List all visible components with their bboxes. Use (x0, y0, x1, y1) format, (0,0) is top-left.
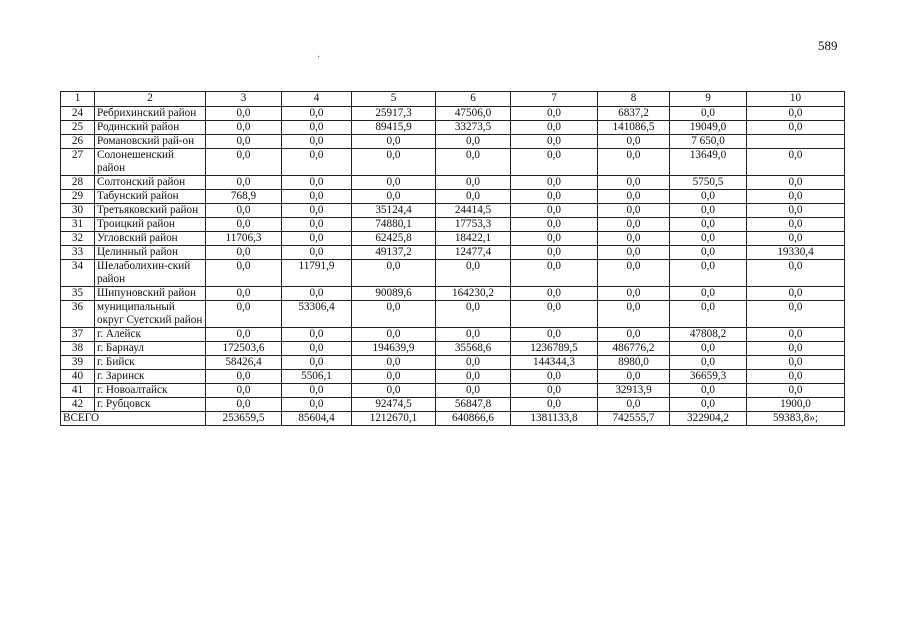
district-name: г. Барнаул (95, 342, 206, 356)
value-cell: 0,0 (352, 176, 436, 190)
value-cell: 0,0 (206, 121, 282, 135)
district-name: Солонешенский район (95, 149, 206, 176)
value-cell: 11791,9 (282, 260, 352, 287)
value-cell: 0,0 (598, 328, 670, 342)
value-cell: 0,0 (436, 149, 511, 176)
district-name: Табунский район (95, 190, 206, 204)
value-cell: 0,0 (206, 176, 282, 190)
value-cell: 89415,9 (352, 121, 436, 135)
value-cell: 0,0 (670, 287, 747, 301)
value-cell: 47506,0 (436, 107, 511, 121)
value-cell: 0,0 (352, 260, 436, 287)
value-cell: 0,0 (436, 301, 511, 328)
value-cell: 1236789,5 (511, 342, 598, 356)
row-number: 37 (61, 328, 95, 342)
header-cell: 3 (206, 92, 282, 107)
value-cell: 0,0 (206, 204, 282, 218)
value-cell: 0,0 (598, 204, 670, 218)
value-cell: 194639,9 (352, 342, 436, 356)
value-cell: 164230,2 (436, 287, 511, 301)
value-cell: 0,0 (511, 398, 598, 412)
value-cell: 0,0 (206, 370, 282, 384)
value-cell: 0,0 (282, 384, 352, 398)
value-cell: 141086,5 (598, 121, 670, 135)
value-cell: 35124,4 (352, 204, 436, 218)
budget-table (60, 91, 845, 426)
value-cell: 0,0 (670, 384, 747, 398)
row-number: 25 (61, 121, 95, 135)
value-cell: 0,0 (747, 232, 845, 246)
value-cell: 18422,1 (436, 232, 511, 246)
value-cell: 74880,1 (352, 218, 436, 232)
table-row (61, 135, 845, 149)
table-row (61, 246, 845, 260)
value-cell: 0,0 (511, 370, 598, 384)
value-cell: 0,0 (436, 328, 511, 342)
total-label: ВСЕГО (61, 412, 206, 426)
district-name: Романовский рай-он (95, 135, 206, 149)
table-row (61, 107, 845, 121)
district-name: Шелаболихин-ский район (95, 260, 206, 287)
table-row (61, 204, 845, 218)
value-cell: 12477,4 (436, 246, 511, 260)
value-cell: 0,0 (670, 301, 747, 328)
value-cell: 17753,3 (436, 218, 511, 232)
value-cell: 0,0 (747, 370, 845, 384)
value-cell: 0,0 (598, 398, 670, 412)
table-row (61, 232, 845, 246)
row-number: 34 (61, 260, 95, 287)
total-value-cell: 742555,7 (598, 412, 670, 426)
value-cell: 0,0 (352, 190, 436, 204)
district-name: г. Алейск (95, 328, 206, 342)
value-cell: 0,0 (206, 328, 282, 342)
value-cell: 49137,2 (352, 246, 436, 260)
value-cell: 486776,2 (598, 342, 670, 356)
value-cell: 0,0 (670, 246, 747, 260)
value-cell: 0,0 (436, 384, 511, 398)
value-cell: 172503,6 (206, 342, 282, 356)
value-cell: 0,0 (747, 218, 845, 232)
header-cell: 1 (61, 92, 95, 107)
value-cell: 0,0 (747, 384, 845, 398)
table-row (61, 218, 845, 232)
value-cell: 8980,0 (598, 356, 670, 370)
table-row (61, 176, 845, 190)
value-cell: 0,0 (670, 204, 747, 218)
row-number: 38 (61, 342, 95, 356)
table-row (61, 260, 845, 287)
table-row (61, 149, 845, 176)
value-cell: 35568,6 (436, 342, 511, 356)
value-cell: 0,0 (670, 342, 747, 356)
table-row (61, 370, 845, 384)
value-cell: 32913,9 (598, 384, 670, 398)
value-cell: 0,0 (598, 260, 670, 287)
value-cell: 0,0 (282, 149, 352, 176)
value-cell: 0,0 (352, 356, 436, 370)
total-value-cell: 59383,8»; (747, 412, 845, 426)
total-value-cell: 1212670,1 (352, 412, 436, 426)
value-cell: 0,0 (511, 190, 598, 204)
value-cell: 0,0 (511, 301, 598, 328)
value-cell: 0,0 (747, 176, 845, 190)
value-cell: 0,0 (352, 135, 436, 149)
header-row (61, 92, 845, 107)
district-name: Третьяковский район (95, 204, 206, 218)
value-cell: 0,0 (282, 398, 352, 412)
value-cell: 0,0 (282, 356, 352, 370)
total-row (61, 412, 845, 426)
value-cell: 0,0 (670, 107, 747, 121)
row-number: 26 (61, 135, 95, 149)
value-cell: 0,0 (747, 107, 845, 121)
value-cell: 0,0 (352, 328, 436, 342)
value-cell: 0,0 (747, 301, 845, 328)
value-cell: 53306,4 (282, 301, 352, 328)
header-cell: 5 (352, 92, 436, 107)
value-cell: 0,0 (511, 384, 598, 398)
row-number: 32 (61, 232, 95, 246)
table-row (61, 328, 845, 342)
row-number: 31 (61, 218, 95, 232)
value-cell: 0,0 (282, 246, 352, 260)
total-value-cell: 322904,2 (670, 412, 747, 426)
value-cell: 0,0 (747, 342, 845, 356)
value-cell: 0,0 (282, 232, 352, 246)
value-cell: 0,0 (670, 190, 747, 204)
scan-speck: · (317, 52, 321, 63)
value-cell: 62425,8 (352, 232, 436, 246)
value-cell: 5750,5 (670, 176, 747, 190)
table-row (61, 342, 845, 356)
value-cell: 0,0 (282, 135, 352, 149)
district-name: Целинный район (95, 246, 206, 260)
value-cell: 0,0 (282, 328, 352, 342)
value-cell: 0,0 (282, 218, 352, 232)
value-cell: 0,0 (436, 135, 511, 149)
value-cell: 0,0 (598, 301, 670, 328)
value-cell: 0,0 (598, 135, 670, 149)
district-name: Шипуновский район (95, 287, 206, 301)
value-cell: 0,0 (282, 287, 352, 301)
value-cell: 0,0 (206, 246, 282, 260)
value-cell: 0,0 (511, 107, 598, 121)
value-cell: 7 650,0 (670, 135, 747, 149)
value-cell: 0,0 (511, 232, 598, 246)
header-cell: 4 (282, 92, 352, 107)
value-cell: 0,0 (511, 149, 598, 176)
value-cell: 768,9 (206, 190, 282, 204)
row-number: 30 (61, 204, 95, 218)
value-cell: 0,0 (747, 204, 845, 218)
value-cell: 33273,5 (436, 121, 511, 135)
value-cell: 0,0 (282, 107, 352, 121)
value-cell: 0,0 (436, 190, 511, 204)
value-cell: 90089,6 (352, 287, 436, 301)
district-name: Угловский район (95, 232, 206, 246)
district-name: г. Заринск (95, 370, 206, 384)
value-cell: 0,0 (511, 260, 598, 287)
district-name: г. Бийск (95, 356, 206, 370)
value-cell: 0,0 (206, 301, 282, 328)
value-cell: 0,0 (282, 342, 352, 356)
value-cell: 0,0 (747, 356, 845, 370)
value-cell: 0,0 (670, 232, 747, 246)
value-cell: 0,0 (511, 135, 598, 149)
header-cell: 9 (670, 92, 747, 107)
value-cell: 0,0 (670, 218, 747, 232)
value-cell: 0,0 (352, 370, 436, 384)
header-cell: 10 (747, 92, 845, 107)
value-cell: 0,0 (352, 384, 436, 398)
value-cell: 0,0 (747, 190, 845, 204)
value-cell: 0,0 (352, 149, 436, 176)
value-cell: 11706,3 (206, 232, 282, 246)
value-cell: 0,0 (670, 356, 747, 370)
value-cell: 0,0 (436, 370, 511, 384)
row-number: 35 (61, 287, 95, 301)
value-cell: 0,0 (206, 287, 282, 301)
value-cell: 0,0 (436, 260, 511, 287)
district-name: Ребрихинский район (95, 107, 206, 121)
value-cell: 19049,0 (670, 121, 747, 135)
value-cell: 0,0 (670, 260, 747, 287)
table-row (61, 121, 845, 135)
value-cell: 0,0 (436, 176, 511, 190)
value-cell: 19330,4 (747, 246, 845, 260)
row-number: 27 (61, 149, 95, 176)
table-row (61, 356, 845, 370)
value-cell: 92474,5 (352, 398, 436, 412)
value-cell: 0,0 (282, 190, 352, 204)
row-number: 42 (61, 398, 95, 412)
table-row (61, 384, 845, 398)
row-number: 36 (61, 301, 95, 328)
district-name: г. Рубцовск (95, 398, 206, 412)
value-cell: 0,0 (511, 204, 598, 218)
value-cell: 36659,3 (670, 370, 747, 384)
value-cell: 0,0 (747, 121, 845, 135)
value-cell: 0,0 (670, 398, 747, 412)
value-cell: 0,0 (206, 384, 282, 398)
total-value-cell: 253659,5 (206, 412, 282, 426)
district-name: г. Новоалтайск (95, 384, 206, 398)
value-cell: 0,0 (598, 370, 670, 384)
value-cell: 0,0 (598, 218, 670, 232)
value-cell: 0,0 (206, 218, 282, 232)
row-number: 39 (61, 356, 95, 370)
value-cell: 0,0 (747, 328, 845, 342)
district-name: муниципальный округ Суетский район (95, 301, 206, 328)
value-cell: 0,0 (511, 246, 598, 260)
table-row (61, 190, 845, 204)
total-value-cell: 85604,4 (282, 412, 352, 426)
value-cell: 24414,5 (436, 204, 511, 218)
district-name: Солтонский район (95, 176, 206, 190)
value-cell (747, 135, 845, 149)
value-cell: 0,0 (282, 121, 352, 135)
row-number: 40 (61, 370, 95, 384)
total-value-cell: 1381133,8 (511, 412, 598, 426)
header-cell: 2 (95, 92, 206, 107)
value-cell: 0,0 (206, 260, 282, 287)
value-cell: 0,0 (598, 246, 670, 260)
value-cell: 0,0 (511, 328, 598, 342)
row-number: 33 (61, 246, 95, 260)
value-cell: 0,0 (598, 190, 670, 204)
value-cell: 0,0 (206, 107, 282, 121)
row-number: 28 (61, 176, 95, 190)
header-cell: 6 (436, 92, 511, 107)
value-cell: 6837,2 (598, 107, 670, 121)
header-cell: 8 (598, 92, 670, 107)
value-cell: 56847,8 (436, 398, 511, 412)
value-cell: 0,0 (598, 232, 670, 246)
value-cell: 0,0 (511, 121, 598, 135)
value-cell: 0,0 (598, 176, 670, 190)
value-cell: 0,0 (747, 287, 845, 301)
value-cell: 144344,3 (511, 356, 598, 370)
value-cell: 0,0 (511, 287, 598, 301)
value-cell: 47808,2 (670, 328, 747, 342)
value-cell: 0,0 (598, 149, 670, 176)
value-cell: 25917,3 (352, 107, 436, 121)
district-name: Троицкий район (95, 218, 206, 232)
header-cell: 7 (511, 92, 598, 107)
value-cell: 5506,1 (282, 370, 352, 384)
value-cell: 0,0 (282, 176, 352, 190)
value-cell: 0,0 (747, 149, 845, 176)
value-cell: 0,0 (282, 204, 352, 218)
value-cell: 13649,0 (670, 149, 747, 176)
row-number: 41 (61, 384, 95, 398)
value-cell: 0,0 (206, 149, 282, 176)
district-name: Родинский район (95, 121, 206, 135)
value-cell: 0,0 (511, 176, 598, 190)
value-cell: 0,0 (598, 287, 670, 301)
value-cell: 0,0 (206, 135, 282, 149)
table-row (61, 301, 845, 328)
value-cell: 0,0 (511, 218, 598, 232)
table-row (61, 287, 845, 301)
page-number: 589 (818, 38, 838, 53)
value-cell: 0,0 (206, 398, 282, 412)
row-number: 24 (61, 107, 95, 121)
value-cell: 0,0 (352, 301, 436, 328)
value-cell: 58426,4 (206, 356, 282, 370)
value-cell: 0,0 (747, 260, 845, 287)
table-row (61, 398, 845, 412)
row-number: 29 (61, 190, 95, 204)
total-value-cell: 640866,6 (436, 412, 511, 426)
value-cell: 0,0 (436, 356, 511, 370)
value-cell: 1900,0 (747, 398, 845, 412)
